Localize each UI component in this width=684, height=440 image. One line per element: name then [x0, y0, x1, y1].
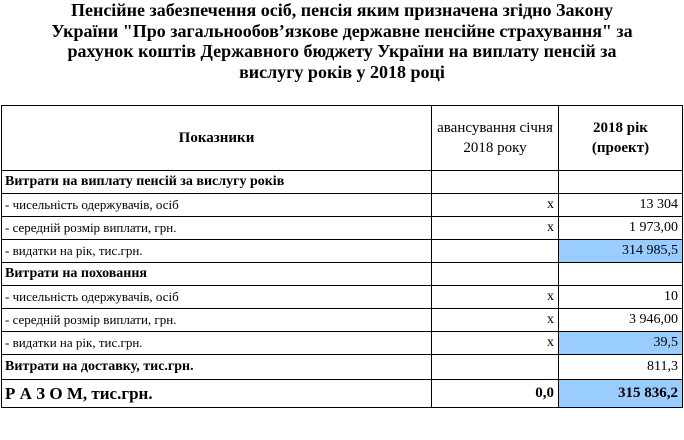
table-row: [2, 332, 683, 355]
delivery-label: Витрати на доставку, тис.грн.: [2, 355, 432, 380]
section-row-funeral: [2, 263, 683, 286]
row-project-value: 1 973,00: [559, 217, 683, 240]
row-label: - середній розмір виплати, грн.: [2, 309, 432, 332]
row-project-value: 13 304: [559, 194, 683, 217]
row-project-value-highlighted: 314 985,5: [559, 240, 683, 263]
section-title: Витрати на поховання: [2, 263, 432, 286]
title-line-3: рахунок коштів Державного бюджету України на виплату пенсій за: [67, 41, 617, 61]
title-line-1: Пенсійне забезпечення осіб, пенсія яким призначена згідно Закону: [70, 0, 614, 20]
row-label: - чисельність одержувачів, осіб: [2, 286, 432, 309]
total-advance-value: 0,0: [432, 380, 559, 408]
row-project-value-highlighted: 39,5: [559, 332, 683, 355]
row-label: - видатки на рік, тис.грн.: [2, 332, 432, 355]
total-project-value: 315 836,2: [559, 380, 683, 408]
delivery-project-value: 811,3: [559, 355, 683, 380]
title-line-2: України "Про загальнообов’язкове державне пенсійне страхування" за: [51, 20, 633, 41]
table-row: [2, 240, 683, 263]
table-row: [2, 309, 683, 332]
table-header-row: [2, 106, 683, 171]
row-advance-value: [432, 240, 559, 263]
row-label: - чисельність одержувачів, осіб: [2, 194, 432, 217]
section-row-seniority: [2, 171, 683, 194]
pension-table: [1, 105, 683, 408]
row-label: - середній розмір виплати, грн.: [2, 217, 432, 240]
row-advance-value: х: [432, 309, 559, 332]
total-label: Р А З О М, тис.грн.: [2, 380, 432, 408]
total-row: [2, 380, 683, 408]
row-label: - видатки на рік, тис.грн.: [2, 240, 432, 263]
header-advance-january: авансування січня 2018 року: [432, 106, 559, 171]
row-advance-value: х: [432, 332, 559, 355]
row-advance-value: х: [432, 286, 559, 309]
delivery-advance-value: [432, 355, 559, 380]
header-2018-project: 2018 рік (проект): [559, 106, 683, 171]
title-line-4: вислугу років у 2018 році: [239, 61, 445, 82]
delivery-row: [2, 355, 683, 380]
row-project-value: 3 946,00: [559, 309, 683, 332]
row-advance-value: х: [432, 217, 559, 240]
section-title: Витрати на виплату пенсій за вислугу років: [2, 171, 432, 194]
header-indicators: Показники: [2, 106, 432, 171]
row-advance-value: х: [432, 194, 559, 217]
table-row: [2, 194, 683, 217]
table-row: [2, 286, 683, 309]
row-project-value: 10: [559, 286, 683, 309]
document-title: [0, 0, 684, 82]
table-row: [2, 217, 683, 240]
